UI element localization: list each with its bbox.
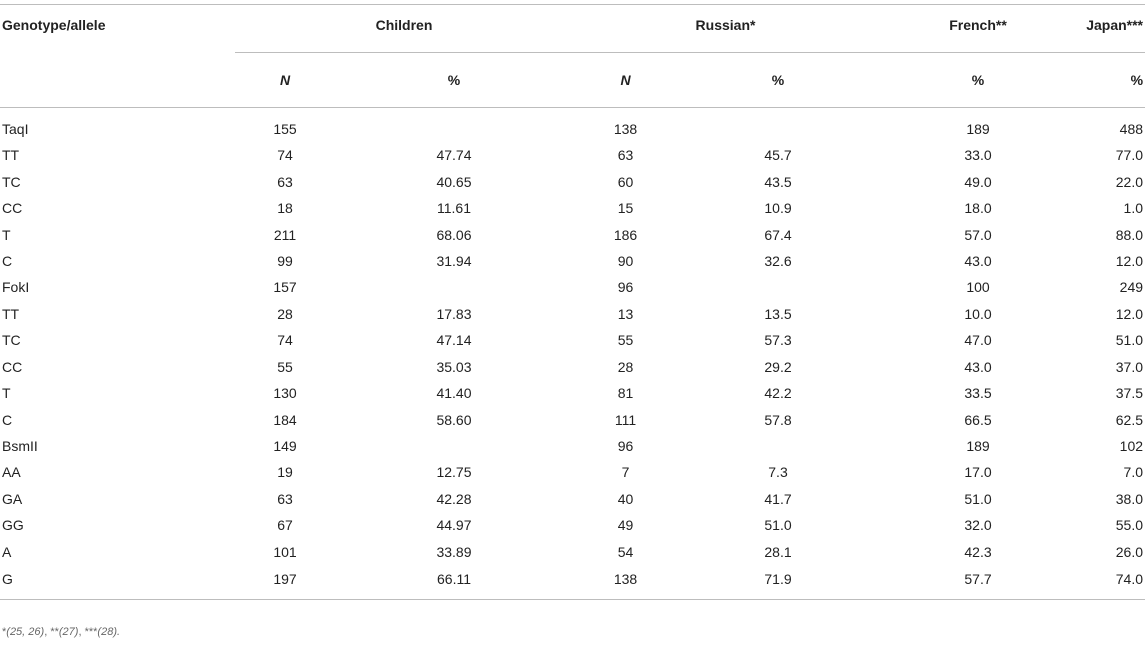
cell-french-pct: 18.0 bbox=[964, 200, 992, 217]
cell-russian-n: 60 bbox=[617, 173, 634, 190]
footnote-ref-2: (27) bbox=[58, 626, 79, 638]
cell-japan-pct: 1.0 bbox=[1123, 200, 1144, 217]
header-children-n: N bbox=[235, 53, 335, 108]
cell-french-pct: 10.0 bbox=[964, 305, 992, 322]
cell-french-pct: 17.0 bbox=[964, 464, 992, 481]
header-children: Children bbox=[235, 5, 573, 53]
cell-japan-pct: 38.0 bbox=[1115, 490, 1144, 507]
cell-russian-pct: 13.5 bbox=[764, 305, 792, 322]
cell-children-pct: 41.40 bbox=[436, 385, 472, 402]
cell-children-pct: 42.28 bbox=[436, 490, 472, 507]
cell-russian-n: 63 bbox=[617, 147, 634, 164]
footnote-mark-1: * bbox=[2, 626, 7, 638]
header-russian: Russian* bbox=[573, 5, 878, 53]
cell-russian-n: 49 bbox=[617, 517, 634, 534]
cell-japan-pct: 55.0 bbox=[1115, 517, 1144, 534]
cell-russian-n: 90 bbox=[617, 252, 634, 269]
cell-children-pct bbox=[335, 433, 573, 459]
cell-genotype: T bbox=[2, 385, 11, 402]
table-row bbox=[0, 354, 1145, 380]
cell-japan-pct: 249 bbox=[1119, 279, 1144, 296]
table-row bbox=[0, 108, 1145, 143]
cell-russian-n: 40 bbox=[617, 490, 634, 507]
cell-french-pct: 189 bbox=[966, 121, 990, 137]
cell-russian-pct: 71.9 bbox=[678, 565, 878, 600]
cell-russian-n: 28 bbox=[617, 358, 634, 375]
table-row bbox=[0, 168, 1145, 194]
cell-japan-pct: 77.0 bbox=[1115, 147, 1144, 164]
cell-genotype: TC bbox=[2, 173, 21, 190]
header-children-pct: % bbox=[335, 53, 573, 108]
cell-children-n: 63 bbox=[277, 490, 293, 507]
cell-russian-n: 15 bbox=[617, 200, 634, 217]
cell-russian-pct: 45.7 bbox=[764, 147, 792, 164]
cell-russian-pct: 51.0 bbox=[764, 517, 792, 534]
cell-genotype: TC bbox=[2, 332, 21, 349]
cell-russian-pct: 67.4 bbox=[764, 226, 792, 243]
cell-russian-pct: 41.7 bbox=[764, 490, 792, 507]
cell-french-pct: 43.0 bbox=[964, 358, 992, 375]
cell-russian-pct: 42.2 bbox=[764, 385, 792, 402]
footnote-ref-3: (28) bbox=[97, 626, 117, 638]
cell-genotype: CC bbox=[2, 358, 23, 375]
table-row bbox=[0, 512, 1145, 538]
cell-russian-n: 96 bbox=[617, 279, 634, 296]
cell-children-n: 101 bbox=[273, 543, 297, 560]
footnote-end: . bbox=[116, 626, 121, 638]
cell-russian-pct bbox=[678, 108, 878, 143]
table-row bbox=[0, 459, 1145, 485]
cell-children-pct: 47.14 bbox=[436, 332, 472, 349]
cell-children-pct: 44.97 bbox=[436, 517, 472, 534]
cell-children-n: 67 bbox=[277, 517, 293, 534]
cell-russian-n: 7 bbox=[621, 464, 630, 481]
cell-children-pct: 33.89 bbox=[436, 543, 472, 560]
cell-children-pct bbox=[335, 274, 573, 300]
cell-japan-pct: 37.0 bbox=[1115, 358, 1144, 375]
cell-french-pct: 57.7 bbox=[878, 565, 1078, 600]
header-french-pct: % bbox=[878, 53, 1078, 108]
cell-children-n: 19 bbox=[277, 464, 293, 481]
cell-children-pct: 58.60 bbox=[436, 411, 472, 428]
footnote-ref-1: (25, 26) bbox=[6, 626, 45, 638]
cell-russian-n: 111 bbox=[614, 411, 637, 428]
cell-children-n: 74 bbox=[277, 147, 293, 164]
cell-japan-pct: 22.0 bbox=[1115, 173, 1144, 190]
cell-genotype: FokI bbox=[2, 279, 30, 296]
cell-children-pct: 31.94 bbox=[436, 252, 472, 269]
cell-children-pct: 11.61 bbox=[437, 200, 471, 217]
table-row bbox=[0, 248, 1145, 274]
table-row bbox=[0, 433, 1145, 459]
cell-russian-pct: 28.1 bbox=[764, 543, 792, 560]
cell-japan-pct: 62.5 bbox=[1115, 411, 1144, 428]
cell-japan-pct: 51.0 bbox=[1115, 332, 1144, 349]
table-row bbox=[0, 539, 1145, 565]
table-row bbox=[0, 301, 1145, 327]
table-row bbox=[0, 406, 1145, 432]
table-row bbox=[0, 142, 1145, 168]
cell-genotype: CC bbox=[2, 200, 23, 217]
cell-japan-pct: 102 bbox=[1119, 438, 1144, 455]
cell-japan-pct: 12.0 bbox=[1115, 305, 1144, 322]
cell-children-n: 63 bbox=[277, 173, 293, 190]
cell-russian-n: 138 bbox=[613, 121, 638, 137]
cell-japan-pct: 7.0 bbox=[1123, 464, 1144, 481]
cell-children-n: 197 bbox=[235, 565, 335, 600]
cell-russian-n: 55 bbox=[617, 332, 634, 349]
cell-children-pct: 35.03 bbox=[436, 358, 472, 375]
table-row bbox=[0, 327, 1145, 353]
cell-children-n: 130 bbox=[273, 385, 297, 402]
cell-russian-n: 81 bbox=[617, 385, 634, 402]
cell-russian-n: 138 bbox=[573, 565, 678, 600]
cell-french-pct: 47.0 bbox=[964, 332, 992, 349]
table-footnote bbox=[2, 626, 120, 638]
header-japan-pct: % bbox=[1078, 53, 1145, 108]
cell-russian-pct: 7.3 bbox=[768, 464, 788, 481]
cell-genotype: C bbox=[2, 411, 13, 428]
cell-children-n: 155 bbox=[273, 121, 297, 137]
cell-japan-pct: 37.5 bbox=[1115, 385, 1144, 402]
cell-russian-pct bbox=[678, 433, 878, 459]
cell-french-pct: 49.0 bbox=[964, 173, 992, 190]
cell-children-n: 55 bbox=[277, 358, 293, 375]
cell-french-pct: 51.0 bbox=[964, 490, 992, 507]
cell-french-pct: 42.3 bbox=[964, 543, 992, 560]
cell-french-pct: 33.0 bbox=[964, 147, 992, 164]
header-japan: Japan*** bbox=[1078, 5, 1145, 53]
table-row bbox=[0, 565, 1145, 600]
cell-children-n: 157 bbox=[273, 279, 297, 296]
cell-children-pct: 12.75 bbox=[436, 464, 472, 481]
cell-japan-pct: 74.0 bbox=[1078, 565, 1145, 600]
cell-children-pct bbox=[335, 108, 573, 143]
table-row bbox=[0, 486, 1145, 512]
cell-genotype: A bbox=[2, 543, 12, 560]
header-french: French** bbox=[878, 5, 1078, 53]
cell-children-n: 18 bbox=[277, 200, 293, 217]
cell-russian-pct: 10.9 bbox=[764, 200, 792, 217]
header-russian-n: N bbox=[573, 53, 678, 108]
cell-genotype: GA bbox=[2, 490, 23, 507]
cell-french-pct: 100 bbox=[966, 279, 990, 296]
table-row bbox=[0, 195, 1145, 221]
cell-genotype: T bbox=[2, 226, 11, 243]
cell-russian-pct: 57.8 bbox=[764, 411, 792, 428]
cell-russian-n: 186 bbox=[613, 226, 638, 243]
cell-genotype: AA bbox=[2, 464, 21, 481]
cell-french-pct: 33.5 bbox=[964, 385, 992, 402]
cell-russian-pct: 29.2 bbox=[764, 358, 792, 375]
cell-russian-pct bbox=[678, 274, 878, 300]
cell-japan-pct: 88.0 bbox=[1115, 226, 1144, 243]
cell-children-n: 211 bbox=[273, 226, 297, 243]
table-row bbox=[0, 380, 1145, 406]
cell-children-n: 184 bbox=[273, 411, 297, 428]
cell-children-pct: 66.11 bbox=[335, 565, 573, 600]
cell-french-pct: 57.0 bbox=[964, 226, 992, 243]
cell-japan-pct: 12.0 bbox=[1115, 252, 1144, 269]
cell-genotype: TT bbox=[2, 147, 20, 164]
genotype-table bbox=[0, 4, 1145, 600]
table-row bbox=[0, 274, 1145, 300]
cell-children-n: 74 bbox=[277, 332, 293, 349]
cell-russian-pct: 43.5 bbox=[764, 173, 792, 190]
cell-children-n: 28 bbox=[277, 305, 293, 322]
table-body bbox=[0, 108, 1145, 600]
cell-french-pct: 66.5 bbox=[964, 411, 992, 428]
cell-genotype: C bbox=[2, 252, 13, 269]
cell-children-pct: 68.06 bbox=[436, 226, 472, 243]
header-russian-pct: % bbox=[678, 53, 878, 108]
cell-french-pct: 32.0 bbox=[964, 517, 992, 534]
cell-french-pct: 189 bbox=[966, 438, 990, 455]
cell-japan-pct: 488 bbox=[1119, 121, 1144, 137]
cell-genotype: TaqI bbox=[2, 121, 29, 137]
cell-children-n: 149 bbox=[273, 438, 297, 455]
header-row-groups bbox=[0, 5, 1145, 53]
cell-children-n: 99 bbox=[277, 252, 293, 269]
cell-genotype: GG bbox=[2, 517, 24, 534]
header-genotype: Genotype/allele bbox=[0, 5, 235, 108]
cell-japan-pct: 26.0 bbox=[1115, 543, 1144, 560]
cell-russian-n: 96 bbox=[617, 438, 634, 455]
cell-russian-n: 13 bbox=[617, 305, 634, 322]
cell-french-pct: 43.0 bbox=[964, 252, 992, 269]
cell-genotype: G bbox=[0, 565, 235, 600]
cell-children-pct: 40.65 bbox=[436, 173, 472, 190]
cell-genotype: TT bbox=[2, 305, 20, 322]
cell-children-pct: 17.83 bbox=[436, 305, 472, 322]
table-row bbox=[0, 221, 1145, 247]
cell-genotype: BsmII bbox=[2, 438, 38, 455]
footnote-mark-3: , *** bbox=[78, 626, 98, 638]
cell-russian-pct: 57.3 bbox=[764, 332, 792, 349]
footnote-mark-2: , ** bbox=[44, 626, 59, 638]
cell-russian-pct: 32.6 bbox=[764, 252, 792, 269]
cell-russian-n: 54 bbox=[617, 543, 634, 560]
cell-children-pct: 47.74 bbox=[436, 147, 472, 164]
